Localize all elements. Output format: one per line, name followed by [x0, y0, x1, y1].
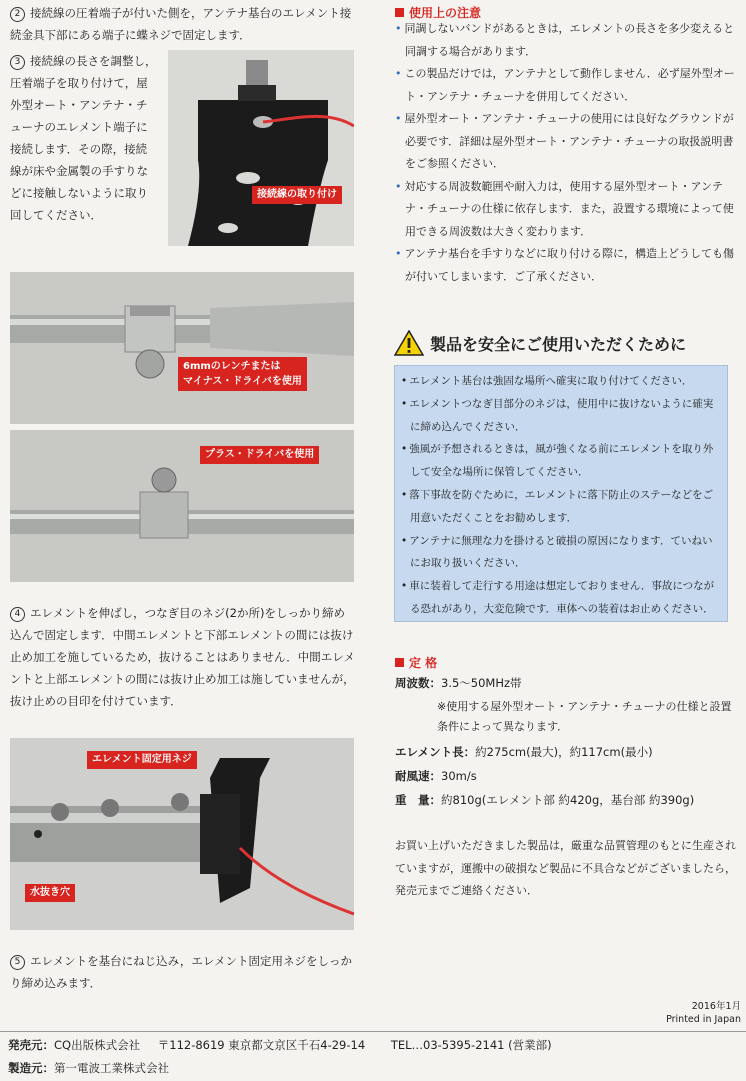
closing-text: お買い上げいただきました製品は，厳重な品質管理のもとに生産されていますが，運搬中の破損など製品に不具合などがございましたら，発売元までご連絡ください．: [395, 839, 736, 897]
step-number: 2: [10, 7, 25, 22]
safety-item: • 強風が予想されるときは，風が強くなる前にエレメントを取り外して安全な場所に保管してください．: [401, 438, 721, 484]
spec-label: 耐風速：: [395, 769, 441, 783]
note-item: • 屋外型オート・アンテナ・チューナの使用には良好なグラウンドが必要です．詳細は屋外型オート・アンテナ・チューナの取扱説明書をご参照ください．: [395, 108, 743, 176]
safety-item: • アンテナに無理な力を掛けると破損の原因になります．ていねいにお取り扱いください．: [401, 530, 721, 576]
maker-line: [8, 1060, 169, 1076]
step-text: エレメントを基台にねじ込み，エレメント固定用ネジをしっかり締め込みます．: [10, 954, 352, 990]
step-text: 接続線の長さを調整し，圧着端子を取り付けて，屋外型オート・アンテナ・チューナのエレメント端子に接続します．その際，接続線が床や金属製の手すりなどに接触しないように取り回してください．: [10, 54, 157, 222]
seller-line: [8, 1037, 552, 1053]
note-item: • 同調しないバンドがあるときは，エレメントの長さを多少変えると同調する場合があります．: [395, 18, 743, 63]
step-number: 3: [10, 55, 25, 70]
date-text: 2016年1月: [691, 1001, 741, 1012]
step-2: [10, 2, 355, 46]
base-bracket-illustration: [168, 50, 354, 246]
spec-wind: [395, 766, 477, 786]
spec-length: [395, 742, 653, 762]
safety-item: • エレメントつなぎ目部分のネジは，使用中に抜けないように確実に締め込んでください．: [401, 393, 721, 439]
heading-marker: [395, 8, 404, 17]
footer: [0, 1031, 746, 1081]
callout-wire-attach: 接続線の取り付け: [252, 186, 342, 204]
step-3: [10, 50, 158, 226]
note-item: • この製品だけでは，アンテナとして動作しません．必ず屋外型オート・アンテナ・チューナを併用してください．: [395, 63, 743, 108]
step-5: [10, 950, 355, 994]
callout-wrench-text: 6mmのレンチまたは マイナス・ドライバを使用: [183, 361, 302, 387]
step-number: 5: [10, 955, 25, 970]
notes-list: [395, 18, 743, 288]
notes-heading-text: 使用上の注意: [409, 6, 482, 20]
step-text: 接続線の圧着端子が付いた側を，アンテナ基台のエレメント接続金具下部にある端子に蝶ネジで固定します．: [10, 6, 352, 42]
spec-frequency-note: [437, 697, 742, 737]
safety-list: [401, 370, 721, 621]
warning-icon: [394, 330, 424, 356]
note-item: • 対応する周波数範囲や耐入力は，使用する屋外型オート・アンテナ・チューナの仕様に依存します．また，設置する環境によって使用できる周波数は大きく変わります．: [395, 176, 743, 244]
spec-value: 3.5～50MHz帯: [441, 676, 522, 690]
safety-item: • 車に装着して走行する用途は想定しておりません．事故につながる恐れがあり，大変危険です．車体への装着はお止めください．: [401, 575, 721, 621]
safety-title: [394, 330, 686, 356]
heading-marker: [395, 658, 404, 667]
left-column: [0, 0, 372, 1030]
photo-wire-attach: [168, 50, 354, 246]
printed-in: Printed in Japan: [666, 1014, 741, 1025]
maker-name: 第一電波工業株式会社: [54, 1061, 169, 1075]
spec-weight: [395, 790, 694, 810]
seller-label: 発売元：: [8, 1038, 54, 1052]
callout-wrench: [178, 357, 307, 391]
spec-value: 30m/s: [441, 769, 477, 783]
spec-value: 約275cm(最大)，約117cm(最小): [475, 745, 653, 759]
seller-address: 〒112-8619 東京都文京区千石4-29-14: [157, 1038, 366, 1052]
spec-value: 約810g(エレメント部 約420g，基台部 約390g): [441, 793, 695, 807]
safety-title-text: 製品を安全にご使用いただくために: [430, 334, 687, 354]
safety-item: • 落下事故を防ぐために，エレメントに落下防止のステーなどをご用意いただくことをお勧めします．: [401, 484, 721, 530]
element-tube-illustration: [10, 272, 354, 424]
callout-fix-screw: エレメント固定用ネジ: [87, 751, 197, 769]
spec-label: 重 量：: [395, 793, 441, 807]
maker-label: 製造元：: [8, 1061, 54, 1075]
seller-tel: TEL…03-5395-2141 (営業部): [390, 1038, 552, 1052]
seller-name: CQ出版株式会社: [54, 1038, 141, 1052]
callout-phillips: プラス・ドライバを使用: [200, 446, 319, 464]
step-4: [10, 602, 355, 712]
note-item: • アンテナ基台を手すりなどに取り付ける際に，構造上どうしても傷が付いてしまいます．ご了承ください．: [395, 243, 743, 288]
step-number: 4: [10, 607, 25, 622]
print-date: [666, 1000, 741, 1026]
specs-heading-text: 定 格: [409, 656, 438, 670]
step-text: エレメントを伸ばし，つなぎ目のネジ(2か所)をしっかり締め込んで固定します．中間エレメントと下部エレメントの間には抜け止め加工を施しているため，抜けることはありません．中間エレメントと上部エレメントの間には抜け止め加工は施していませんが，抜け止めの目印を付けています．: [10, 606, 355, 708]
specs-heading: [395, 654, 437, 671]
spec-note: ※使用する屋外型オート・アンテナ・チューナの仕様と設置条件によって異なります．: [437, 700, 732, 733]
right-column: [380, 0, 746, 1030]
safety-box: [394, 365, 728, 622]
callout-drain-hole: 水抜き穴: [25, 884, 75, 902]
spec-label: 周波数：: [395, 676, 441, 690]
safety-item: • エレメント基台は強固な場所へ確実に取り付けてください．: [401, 370, 721, 393]
photo-hose-clamp: [10, 272, 354, 424]
spec-label: エレメント長：: [395, 745, 476, 759]
spec-frequency: [395, 673, 522, 693]
